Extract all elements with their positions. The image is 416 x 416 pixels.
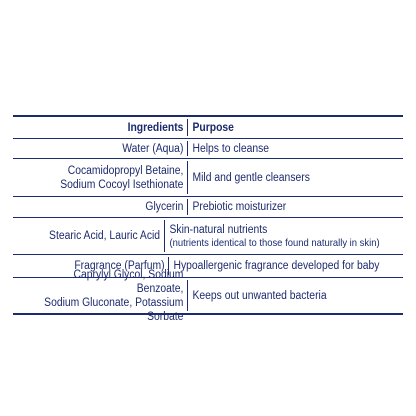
purpose-line: Keeps out unwanted bacteria bbox=[192, 289, 327, 302]
purpose-header: Purpose bbox=[192, 121, 234, 134]
ingredient-cell bbox=[30, 142, 187, 156]
purpose-cell bbox=[188, 171, 382, 185]
ingredient-line: Stearic Acid, Lauric Acid bbox=[49, 230, 161, 242]
table-row bbox=[13, 268, 403, 323]
ingredients-table bbox=[13, 115, 403, 323]
purpose-line: Prebiotic moisturizer bbox=[192, 201, 287, 213]
purpose-cell bbox=[188, 289, 382, 303]
purpose-cell bbox=[169, 259, 379, 273]
ingredient-cell bbox=[30, 268, 187, 324]
purpose-cell bbox=[165, 223, 380, 250]
ingredient-cell bbox=[30, 200, 187, 214]
purpose-line: Hypoallergenic fragrance developed for baby bbox=[173, 260, 380, 272]
table-row bbox=[13, 159, 403, 197]
ingredient-line: Sodium Gluconate, Potassium Sorbate bbox=[44, 296, 184, 323]
table-row bbox=[13, 139, 403, 159]
purpose-cell bbox=[188, 200, 382, 214]
table-row bbox=[13, 218, 403, 255]
purpose-note: (nutrients identical to those found naturally in skin) bbox=[169, 236, 380, 249]
purpose-line: Helps to cleanse bbox=[192, 142, 270, 155]
ingredient-line: Glycerin bbox=[145, 201, 184, 213]
ingredient-line: Caprylyl Glycol, Sodium Benzoate, bbox=[73, 268, 184, 295]
table-header-row bbox=[13, 117, 403, 139]
ingredient-line: Cocamidopropyl Betaine, bbox=[67, 164, 184, 177]
ingredient-cell bbox=[30, 164, 187, 192]
purpose-line: Skin-natural nutrients bbox=[169, 223, 267, 236]
ingredient-line: Sodium Cocoyl Isethionate bbox=[60, 178, 184, 191]
ingredient-line: Fragrance (Parfum) bbox=[74, 260, 165, 272]
purpose-line: Mild and gentle cleansers bbox=[192, 171, 310, 184]
ingredient-line: Water (Aqua) bbox=[122, 142, 184, 155]
table-row bbox=[13, 197, 403, 218]
ingredient-cell bbox=[28, 229, 164, 243]
purpose-cell bbox=[188, 142, 382, 156]
ingredients-header: Ingredients bbox=[127, 121, 184, 134]
